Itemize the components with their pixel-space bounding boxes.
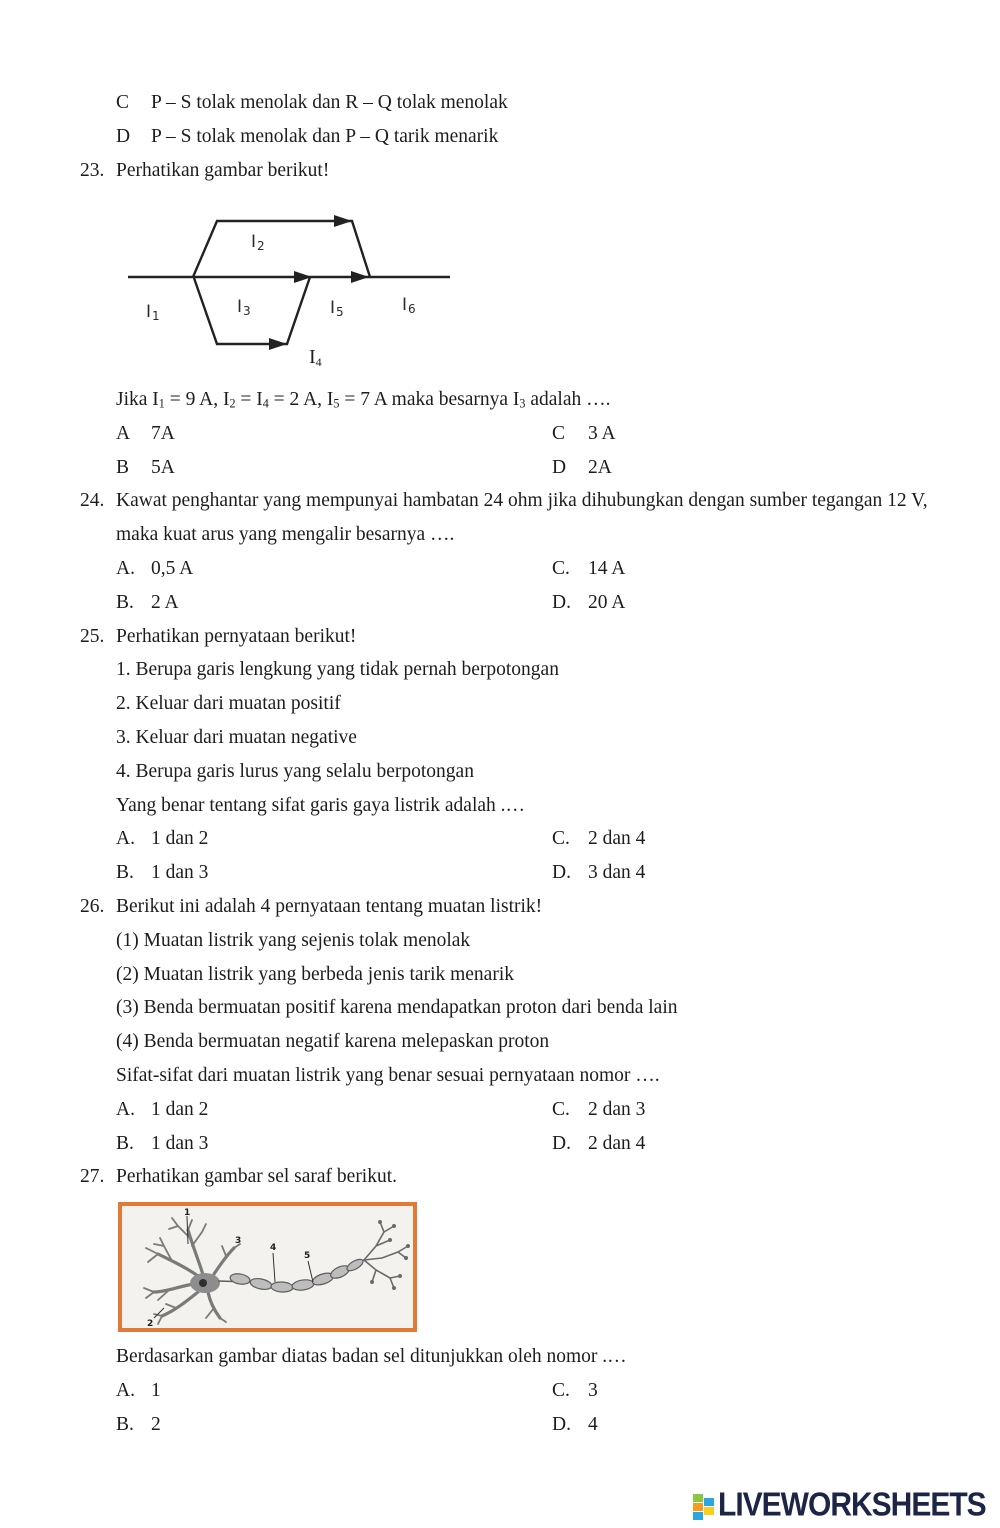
q24-header	[0, 484, 1000, 518]
arrow-head-upper	[334, 215, 352, 227]
image-border	[120, 1204, 415, 1330]
stem-subscript: 4	[262, 396, 269, 411]
q25-statement	[0, 653, 1000, 687]
option-text: 3 A	[588, 422, 616, 444]
question-prompt: Kawat penghantar yang mempunyai hambatan 24 ohm jika dihubungkan dengan sumber tegangan 12 V,	[116, 490, 928, 512]
label-main: I	[146, 302, 152, 323]
statement-text: (4) Benda bermuatan negatif karena melepaskan proton	[116, 1031, 550, 1053]
stem-text: = I	[235, 388, 263, 410]
stem-subscript: 5	[333, 396, 340, 411]
q26-options-row-2	[0, 1127, 1000, 1161]
option-text: 1 dan 3	[151, 1132, 209, 1154]
question-number: 25.	[80, 625, 105, 647]
q23-options-row-2	[0, 451, 1000, 485]
terminal-bulb	[392, 1224, 396, 1228]
stem-text: adalah ….	[525, 388, 611, 410]
option-text: 1 dan 3	[151, 862, 209, 884]
option-letter: D	[116, 125, 131, 147]
stem-text: Jika I	[116, 388, 159, 410]
logo-block	[704, 1498, 714, 1506]
option-letter: D.	[552, 1413, 571, 1435]
option-text: 7A	[151, 422, 175, 444]
statement-text: 3. Keluar dari muatan negative	[116, 726, 357, 748]
label-i4	[309, 346, 322, 369]
label-subscript: 6	[408, 302, 416, 317]
question-number: 23.	[80, 159, 105, 181]
option-letter: D.	[552, 1132, 571, 1154]
option-letter: B	[116, 456, 130, 478]
label-i5	[330, 298, 344, 319]
option-text: 3 dan 4	[588, 862, 646, 884]
label-main: I	[237, 297, 243, 318]
neuron-label-1: 1	[184, 1207, 191, 1218]
q23-header	[0, 154, 1000, 188]
terminal-bulb	[406, 1244, 410, 1248]
q25-header	[0, 620, 1000, 654]
question-prompt: Perhatikan gambar berikut!	[116, 159, 330, 181]
statement-text: (3) Benda bermuatan positif karena mendapatkan proton dari benda lain	[116, 997, 678, 1019]
question-prompt: maka kuat arus yang mengalir besarnya ….	[116, 524, 455, 546]
q23-options-row-1	[0, 417, 1000, 451]
statement-text: 1. Berupa garis lengkung yang tidak pernah berpotongan	[116, 659, 559, 681]
question-prompt: Berikut ini adalah 4 pernyataan tentang muatan listrik!	[116, 895, 543, 917]
q26-header	[0, 890, 1000, 924]
terminal-bulb	[404, 1256, 408, 1260]
question-number: 26.	[80, 895, 105, 917]
label-i6	[402, 295, 416, 316]
q24-options-row-1	[0, 552, 1000, 586]
option-text: 2 dan 4	[588, 1132, 646, 1154]
label-subscript: 3	[243, 304, 251, 319]
statement-text: 4. Berupa garis lurus yang selalu berpotongan	[116, 760, 474, 782]
neuron-label-5: 5	[304, 1250, 311, 1261]
q26-statement	[0, 991, 1000, 1025]
option-text: 2 dan 3	[588, 1098, 646, 1120]
option-letter: B.	[116, 862, 134, 884]
label-subscript: 4	[315, 355, 322, 370]
terminal-bulb	[388, 1238, 392, 1242]
circuit-diagram	[0, 187, 1000, 383]
option-text: 4	[588, 1413, 598, 1435]
terminal-bulb	[370, 1280, 374, 1284]
option-letter: D	[552, 456, 567, 478]
q24-prompt-continued	[0, 518, 1000, 552]
question-prompt: Perhatikan gambar sel saraf berikut.	[116, 1166, 398, 1188]
option-text: 5A	[151, 456, 175, 478]
question-number: 27.	[80, 1166, 105, 1188]
option-letter: A.	[116, 828, 135, 850]
neuron-figure	[0, 1194, 1000, 1340]
option-letter: B.	[116, 591, 134, 613]
option-text: 1 dan 2	[151, 828, 209, 850]
option-letter: B.	[116, 1413, 134, 1435]
q25-options-row-2	[0, 856, 1000, 890]
option-letter: C	[116, 92, 130, 113]
q26-statement	[0, 1025, 1000, 1059]
logo-block	[693, 1503, 703, 1511]
label-subscript: 2	[257, 239, 265, 254]
option-letter: D.	[552, 862, 571, 884]
option-text: 14 A	[588, 557, 626, 579]
q26-statement	[0, 958, 1000, 992]
q27-options-row-2	[0, 1408, 1000, 1442]
q25-options-row-1	[0, 822, 1000, 856]
liveworksheets-logo-icon[interactable]	[693, 1494, 715, 1520]
stem-text: = 2 A, I	[268, 388, 334, 410]
option-text: 1 dan 2	[151, 1098, 209, 1120]
label-main: I	[402, 295, 408, 316]
neuron-label-3: 3	[235, 1235, 242, 1246]
q22-option-d	[0, 120, 1000, 154]
option-letter: C.	[552, 828, 570, 850]
stem-subscript: 1	[158, 396, 165, 411]
logo-block	[693, 1512, 703, 1520]
option-text: 3	[588, 1379, 598, 1401]
option-text: 1	[151, 1379, 161, 1401]
question-prompt: Perhatikan pernyataan berikut!	[116, 625, 357, 647]
option-text: 2 A	[151, 591, 179, 613]
logo-block	[704, 1507, 714, 1515]
q26-question	[0, 1059, 1000, 1093]
label-i1	[146, 302, 160, 323]
neuron-label-4: 4	[270, 1242, 277, 1253]
terminal-bulb	[398, 1274, 402, 1278]
question-text: Yang benar tentang sifat garis gaya listrik adalah .…	[116, 794, 526, 816]
option-letter: A.	[116, 1379, 135, 1401]
logo-block	[693, 1494, 703, 1502]
wire-branch-lower	[194, 277, 310, 344]
option-text: 2	[151, 1413, 161, 1435]
terminal-bulb	[392, 1286, 396, 1290]
label-i3	[237, 297, 251, 318]
q22-option-c	[0, 86, 1000, 120]
q27-header	[0, 1160, 1000, 1194]
q25-statement	[0, 755, 1000, 789]
option-letter: D.	[552, 591, 571, 613]
label-subscript: 5	[336, 305, 344, 320]
neuron-image-frame	[118, 1202, 417, 1332]
neuron-svg	[118, 1202, 417, 1332]
question-stem	[116, 383, 610, 417]
q27-question	[0, 1340, 1000, 1374]
option-letter: A	[116, 422, 131, 444]
option-letter: A.	[116, 1098, 135, 1120]
q26-options-row-1	[0, 1093, 1000, 1127]
worksheet-page	[0, 86, 1000, 1441]
question-text: Sifat-sifat dari muatan listrik yang benar sesuai pernyataan nomor ….	[116, 1064, 660, 1086]
option-letter: C.	[552, 1098, 570, 1120]
stem-subscript: 2	[229, 396, 236, 411]
statement-text: (2) Muatan listrik yang berbeda jenis tarik menarik	[116, 963, 514, 985]
wire-branch-upper	[193, 221, 370, 277]
option-text: 20 A	[588, 591, 626, 613]
q25-statement	[0, 687, 1000, 721]
arrow-head-lower	[269, 338, 287, 350]
option-text: P – S tolak menolak dan R – Q tolak menolak	[151, 92, 508, 113]
option-text: P – S tolak menolak dan P – Q tarik menarik	[151, 125, 499, 147]
label-main: I	[251, 232, 257, 253]
option-letter: A.	[116, 557, 135, 579]
q25-statement	[0, 721, 1000, 755]
q27-options-row-1	[0, 1374, 1000, 1408]
statement-text: (1) Muatan listrik yang sejenis tolak menolak	[116, 929, 471, 951]
q26-statement	[0, 924, 1000, 958]
label-subscript: 1	[152, 309, 160, 324]
arrow-head-main-2	[351, 271, 369, 283]
option-letter: C.	[552, 1379, 570, 1401]
label-i2	[251, 232, 265, 253]
option-letter: C	[552, 422, 566, 444]
q25-question	[0, 789, 1000, 823]
option-text: 0,5 A	[151, 557, 194, 579]
stem-subscript: 3	[519, 396, 526, 411]
liveworksheets-logo-text[interactable]: LIVEWORKSHEETS	[718, 1486, 986, 1524]
option-text: 2 dan 4	[588, 828, 646, 850]
nucleus	[199, 1279, 207, 1287]
label-main: I	[309, 346, 316, 369]
q23-stem	[0, 383, 1000, 417]
question-text: Berdasarkan gambar diatas badan sel ditunjukkan oleh nomor .…	[116, 1345, 627, 1367]
stem-text: = 9 A, I	[164, 388, 230, 410]
option-letter: B.	[116, 1132, 134, 1154]
terminal-bulb	[378, 1220, 382, 1224]
option-text: 2A	[588, 456, 612, 478]
question-number: 24.	[80, 490, 105, 512]
statement-text: 2. Keluar dari muatan positif	[116, 693, 341, 715]
circuit-svg	[0, 187, 1000, 383]
stem-text: = 7 A maka besarnya I	[339, 388, 520, 410]
option-letter: C.	[552, 557, 570, 579]
label-main: I	[330, 298, 336, 319]
neuron-label-2: 2	[147, 1318, 154, 1329]
q24-options-row-2	[0, 586, 1000, 620]
